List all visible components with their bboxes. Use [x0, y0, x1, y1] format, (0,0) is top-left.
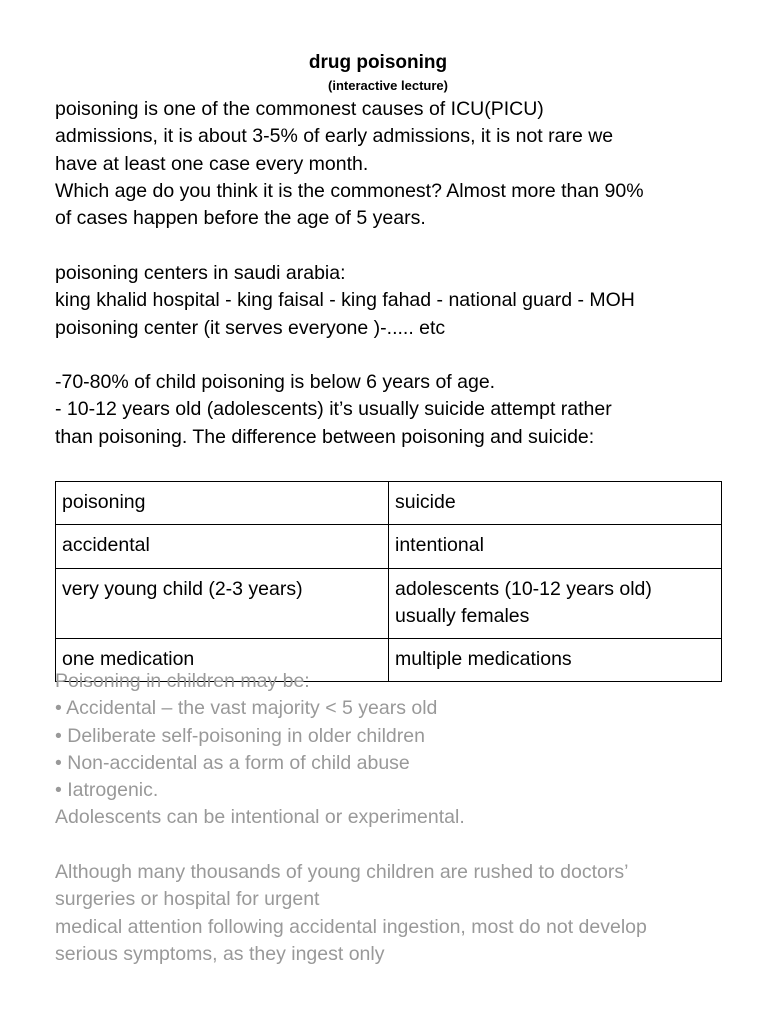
intro-line: of cases happen before the age of 5 years.: [55, 207, 426, 230]
cell-text: suicide: [395, 491, 456, 513]
table-cell: [389, 482, 722, 525]
cell-text: very young child (2-3 years): [62, 577, 303, 600]
cell-text: usually females: [395, 604, 530, 627]
stats-line: than poisoning. The difference between poisoning and suicide:: [55, 425, 595, 448]
intro-line: have at least one case every month.: [55, 152, 369, 175]
list-item: • Iatrogenic.: [55, 779, 159, 802]
ingestion-paragraph: [55, 859, 745, 968]
table-cell: [56, 568, 389, 639]
age-statistics-paragraph: [55, 369, 745, 451]
document-subtitle: (interactive lecture): [328, 78, 448, 93]
intro-line: poisoning is one of the commonest causes of ICU(PICU): [55, 98, 544, 120]
intro-paragraph: [55, 96, 745, 232]
intro-line: Which age do you think it is the commonest? Almost more than 90%: [55, 179, 644, 202]
cell-text: one medication: [62, 648, 195, 671]
table-cell: [389, 525, 722, 568]
poisoning-centers-paragraph: [55, 260, 745, 342]
list-item: Poisoning in children may be:: [55, 670, 310, 692]
cell-text: accidental: [62, 534, 150, 557]
cell-text: multiple medications: [395, 648, 572, 671]
table-row: [56, 525, 722, 568]
table-cell: [56, 482, 389, 525]
list-item: • Deliberate self-poisoning in older children: [55, 724, 425, 747]
table-cell: [389, 568, 722, 639]
list-item: • Accidental – the vast majority < 5 years old: [55, 697, 438, 720]
table-row: [56, 568, 722, 639]
ingestion-line: surgeries or hospital for urgent: [55, 888, 320, 911]
cell-text: adolescents (10-12 years old): [395, 577, 652, 600]
poisoning-types-list: [55, 668, 745, 832]
centers-line: king khalid hospital - king faisal - king fahad - national guard - MOH: [55, 289, 635, 312]
table-row: [56, 482, 722, 525]
poisoning-vs-suicide-table: [55, 481, 722, 682]
ingestion-line: Although many thousands of young children are rushed to doctors’: [55, 861, 629, 883]
cell-text: poisoning: [62, 491, 146, 513]
centers-line: poisoning center (it serves everyone )-..... etc: [55, 316, 446, 339]
centers-line: poisoning centers in saudi arabia:: [55, 262, 346, 284]
cell-text: intentional: [395, 534, 484, 557]
document-title: drug poisoning: [308, 52, 448, 73]
list-item: • Non-accidental as a form of child abuse: [55, 751, 410, 774]
ingestion-line: medical attention following accidental ingestion, most do not develop: [55, 915, 647, 938]
ingestion-line: serious symptoms, as they ingest only: [55, 942, 385, 965]
intro-line: admissions, it is about 3-5% of early admissions, it is not rare we: [55, 125, 614, 148]
list-item: Adolescents can be intentional or experimental.: [55, 806, 465, 829]
stats-line: -70-80% of child poisoning is below 6 years of age.: [55, 371, 496, 393]
stats-line: - 10-12 years old (adolescents) it’s usually suicide attempt rather: [55, 398, 612, 421]
table-cell: [56, 525, 389, 568]
